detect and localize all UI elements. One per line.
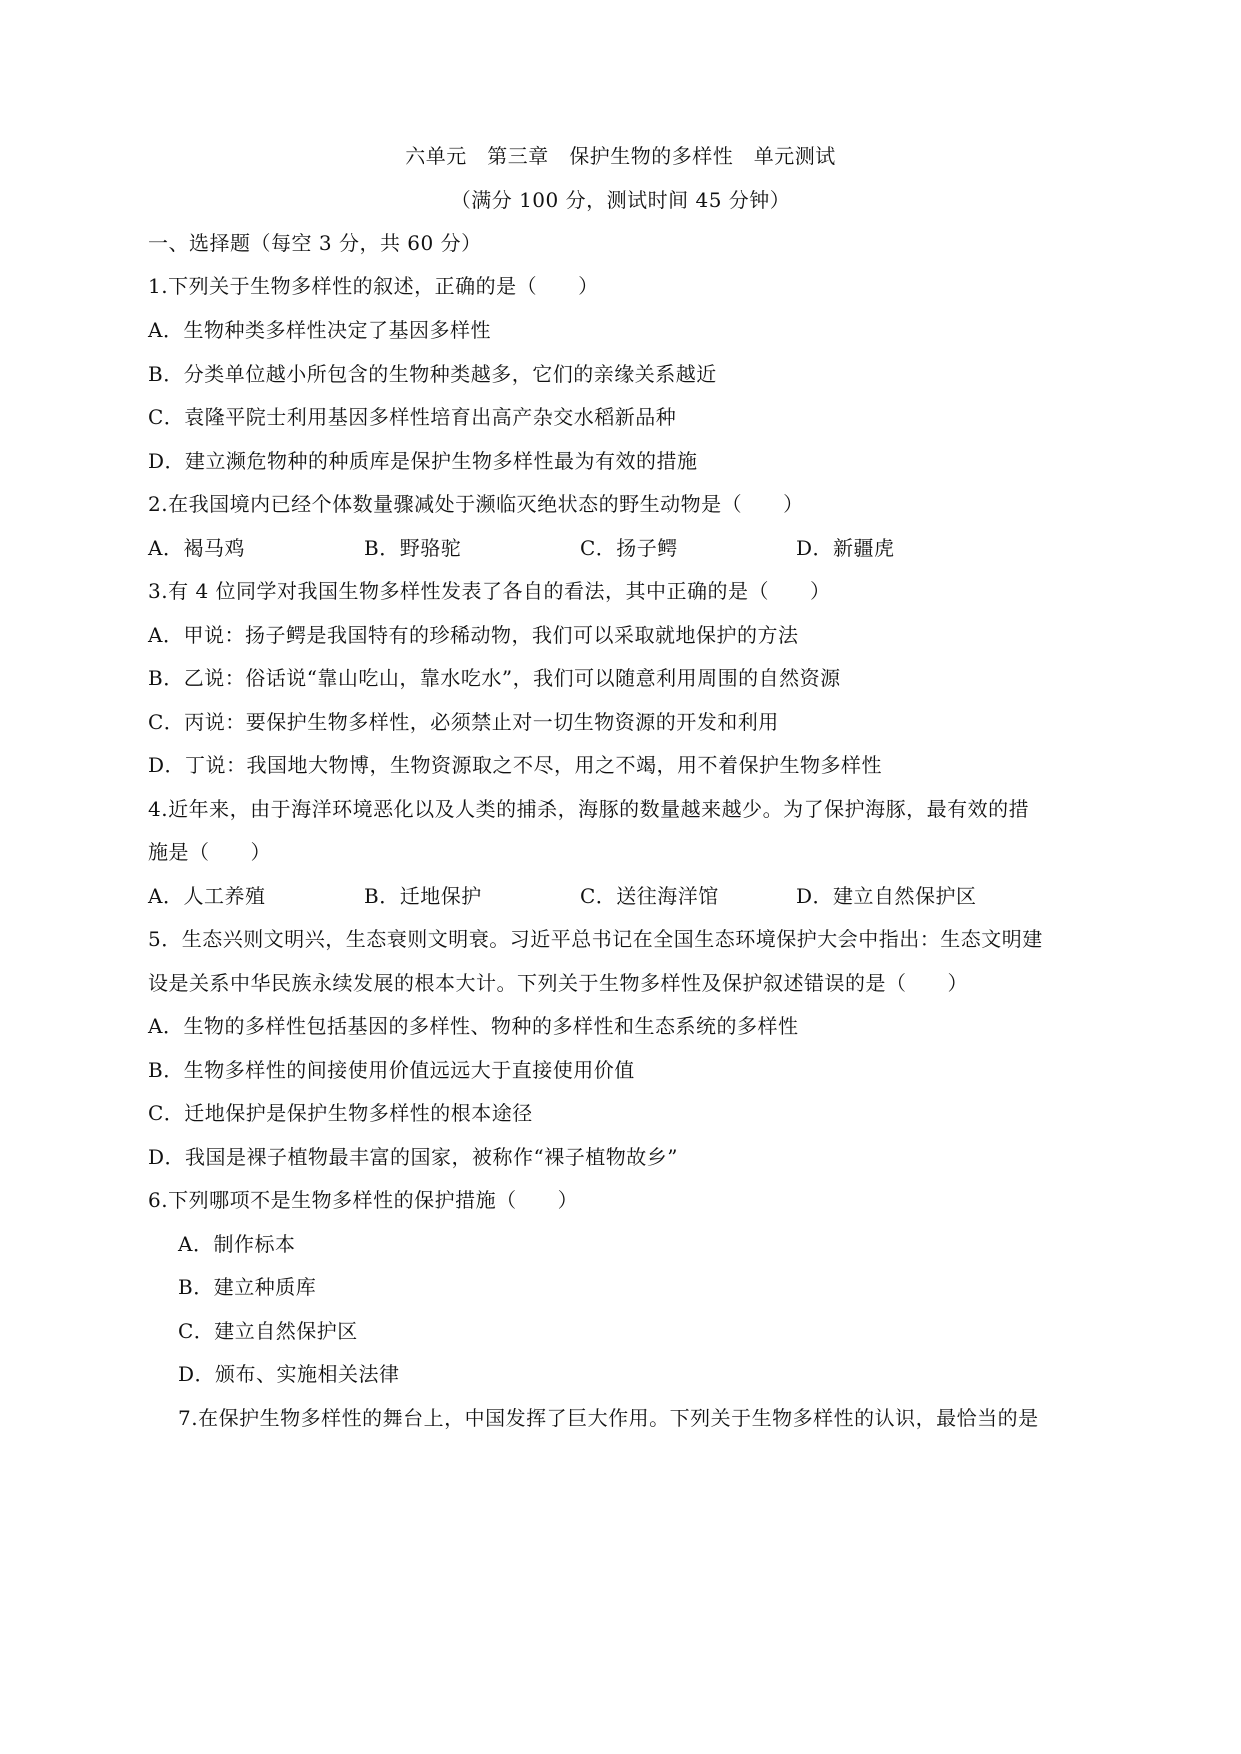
question-4-stem-line-2: 施是（ ） [148, 840, 271, 864]
question-5-option-c: C．迁地保护是保护生物多样性的根本途径 [148, 1101, 533, 1125]
question-2-stem: 2.在我国境内已经个体数量骤减处于濒临灭绝状态的野生动物是（ ） [148, 492, 804, 516]
question-4-stem-line-1: 4.近年来，由于海洋环境恶化以及人类的捕杀，海豚的数量越来越少。为了保护海豚，最有效的措 [148, 797, 1030, 821]
question-4-option-c: C．送往海洋馆 [580, 884, 719, 908]
question-2-options [148, 534, 1048, 562]
document-title: 六单元 第三章 保护生物的多样性 单元测试 [405, 144, 836, 168]
question-2-option-c: C．扬子鳄 [580, 536, 678, 560]
question-1-stem: 1.下列关于生物多样性的叙述，正确的是（ ） [148, 274, 599, 298]
question-1-option-a: A．生物种类多样性决定了基因多样性 [148, 318, 491, 342]
question-6-stem: 6.下列哪项不是生物多样性的保护措施（ ） [148, 1188, 579, 1212]
document-subtitle: （满分 100 分，测试时间 45 分钟） [450, 188, 791, 212]
question-5-option-a: A．生物的多样性包括基因的多样性、物种的多样性和生态系统的多样性 [148, 1014, 799, 1038]
question-5-option-d: D．我国是裸子植物最丰富的国家，被称作“裸子植物故乡” [148, 1145, 678, 1169]
question-7-stem: 7.在保护生物多样性的舞台上，中国发挥了巨大作用。下列关于生物多样性的认识，最恰当的是 [178, 1406, 1039, 1430]
question-6-option-a: A．制作标本 [178, 1232, 296, 1256]
question-4-option-d: D．建立自然保护区 [796, 884, 977, 908]
question-1-option-c: C．袁隆平院士利用基因多样性培育出高产杂交水稻新品种 [148, 405, 677, 429]
question-6-option-b: B．建立种质库 [178, 1275, 317, 1299]
question-1-option-d: D．建立濒危物种的种质库是保护生物多样性最为有效的措施 [148, 449, 698, 473]
question-4-option-a: A．人工养殖 [148, 884, 266, 908]
question-3-option-c: C．丙说：要保护生物多样性，必须禁止对一切生物资源的开发和利用 [148, 710, 779, 734]
question-5-stem-line-2: 设是关系中华民族永续发展的根本大计。下列关于生物多样性及保护叙述错误的是（ ） [148, 971, 968, 995]
question-2-option-b: B．野骆驼 [364, 536, 462, 560]
section-heading: 一、选择题（每空 3 分，共 60 分） [148, 231, 482, 255]
question-1-option-b: B．分类单位越小所包含的生物种类越多，它们的亲缘关系越近 [148, 362, 717, 386]
question-4-options [148, 882, 1048, 910]
question-5-option-b: B．生物多样性的间接使用价值远远大于直接使用价值 [148, 1058, 635, 1082]
question-5-stem-line-1: 5．生态兴则文明兴，生态衰则文明衰。习近平总书记在全国生态环境保护大会中指出：生态文明建 [148, 927, 1043, 951]
question-3-option-a: A．甲说：扬子鳄是我国特有的珍稀动物，我们可以采取就地保护的方法 [148, 623, 799, 647]
question-3-option-d: D．丁说：我国地大物博，生物资源取之不尽，用之不竭，用不着保护生物多样性 [148, 753, 883, 777]
question-4-option-b: B．迁地保护 [364, 884, 482, 908]
question-3-option-b: B．乙说：俗话说“靠山吃山，靠水吃水”，我们可以随意利用周围的自然资源 [148, 666, 841, 690]
question-2-option-a: A．褐马鸡 [148, 536, 245, 560]
question-3-stem: 3.有 4 位同学对我国生物多样性发表了各自的看法，其中正确的是（ ） [148, 579, 831, 603]
question-2-option-d: D．新疆虎 [796, 536, 895, 560]
question-6-option-d: D．颁布、实施相关法律 [178, 1362, 400, 1386]
question-6-option-c: C．建立自然保护区 [178, 1319, 358, 1343]
